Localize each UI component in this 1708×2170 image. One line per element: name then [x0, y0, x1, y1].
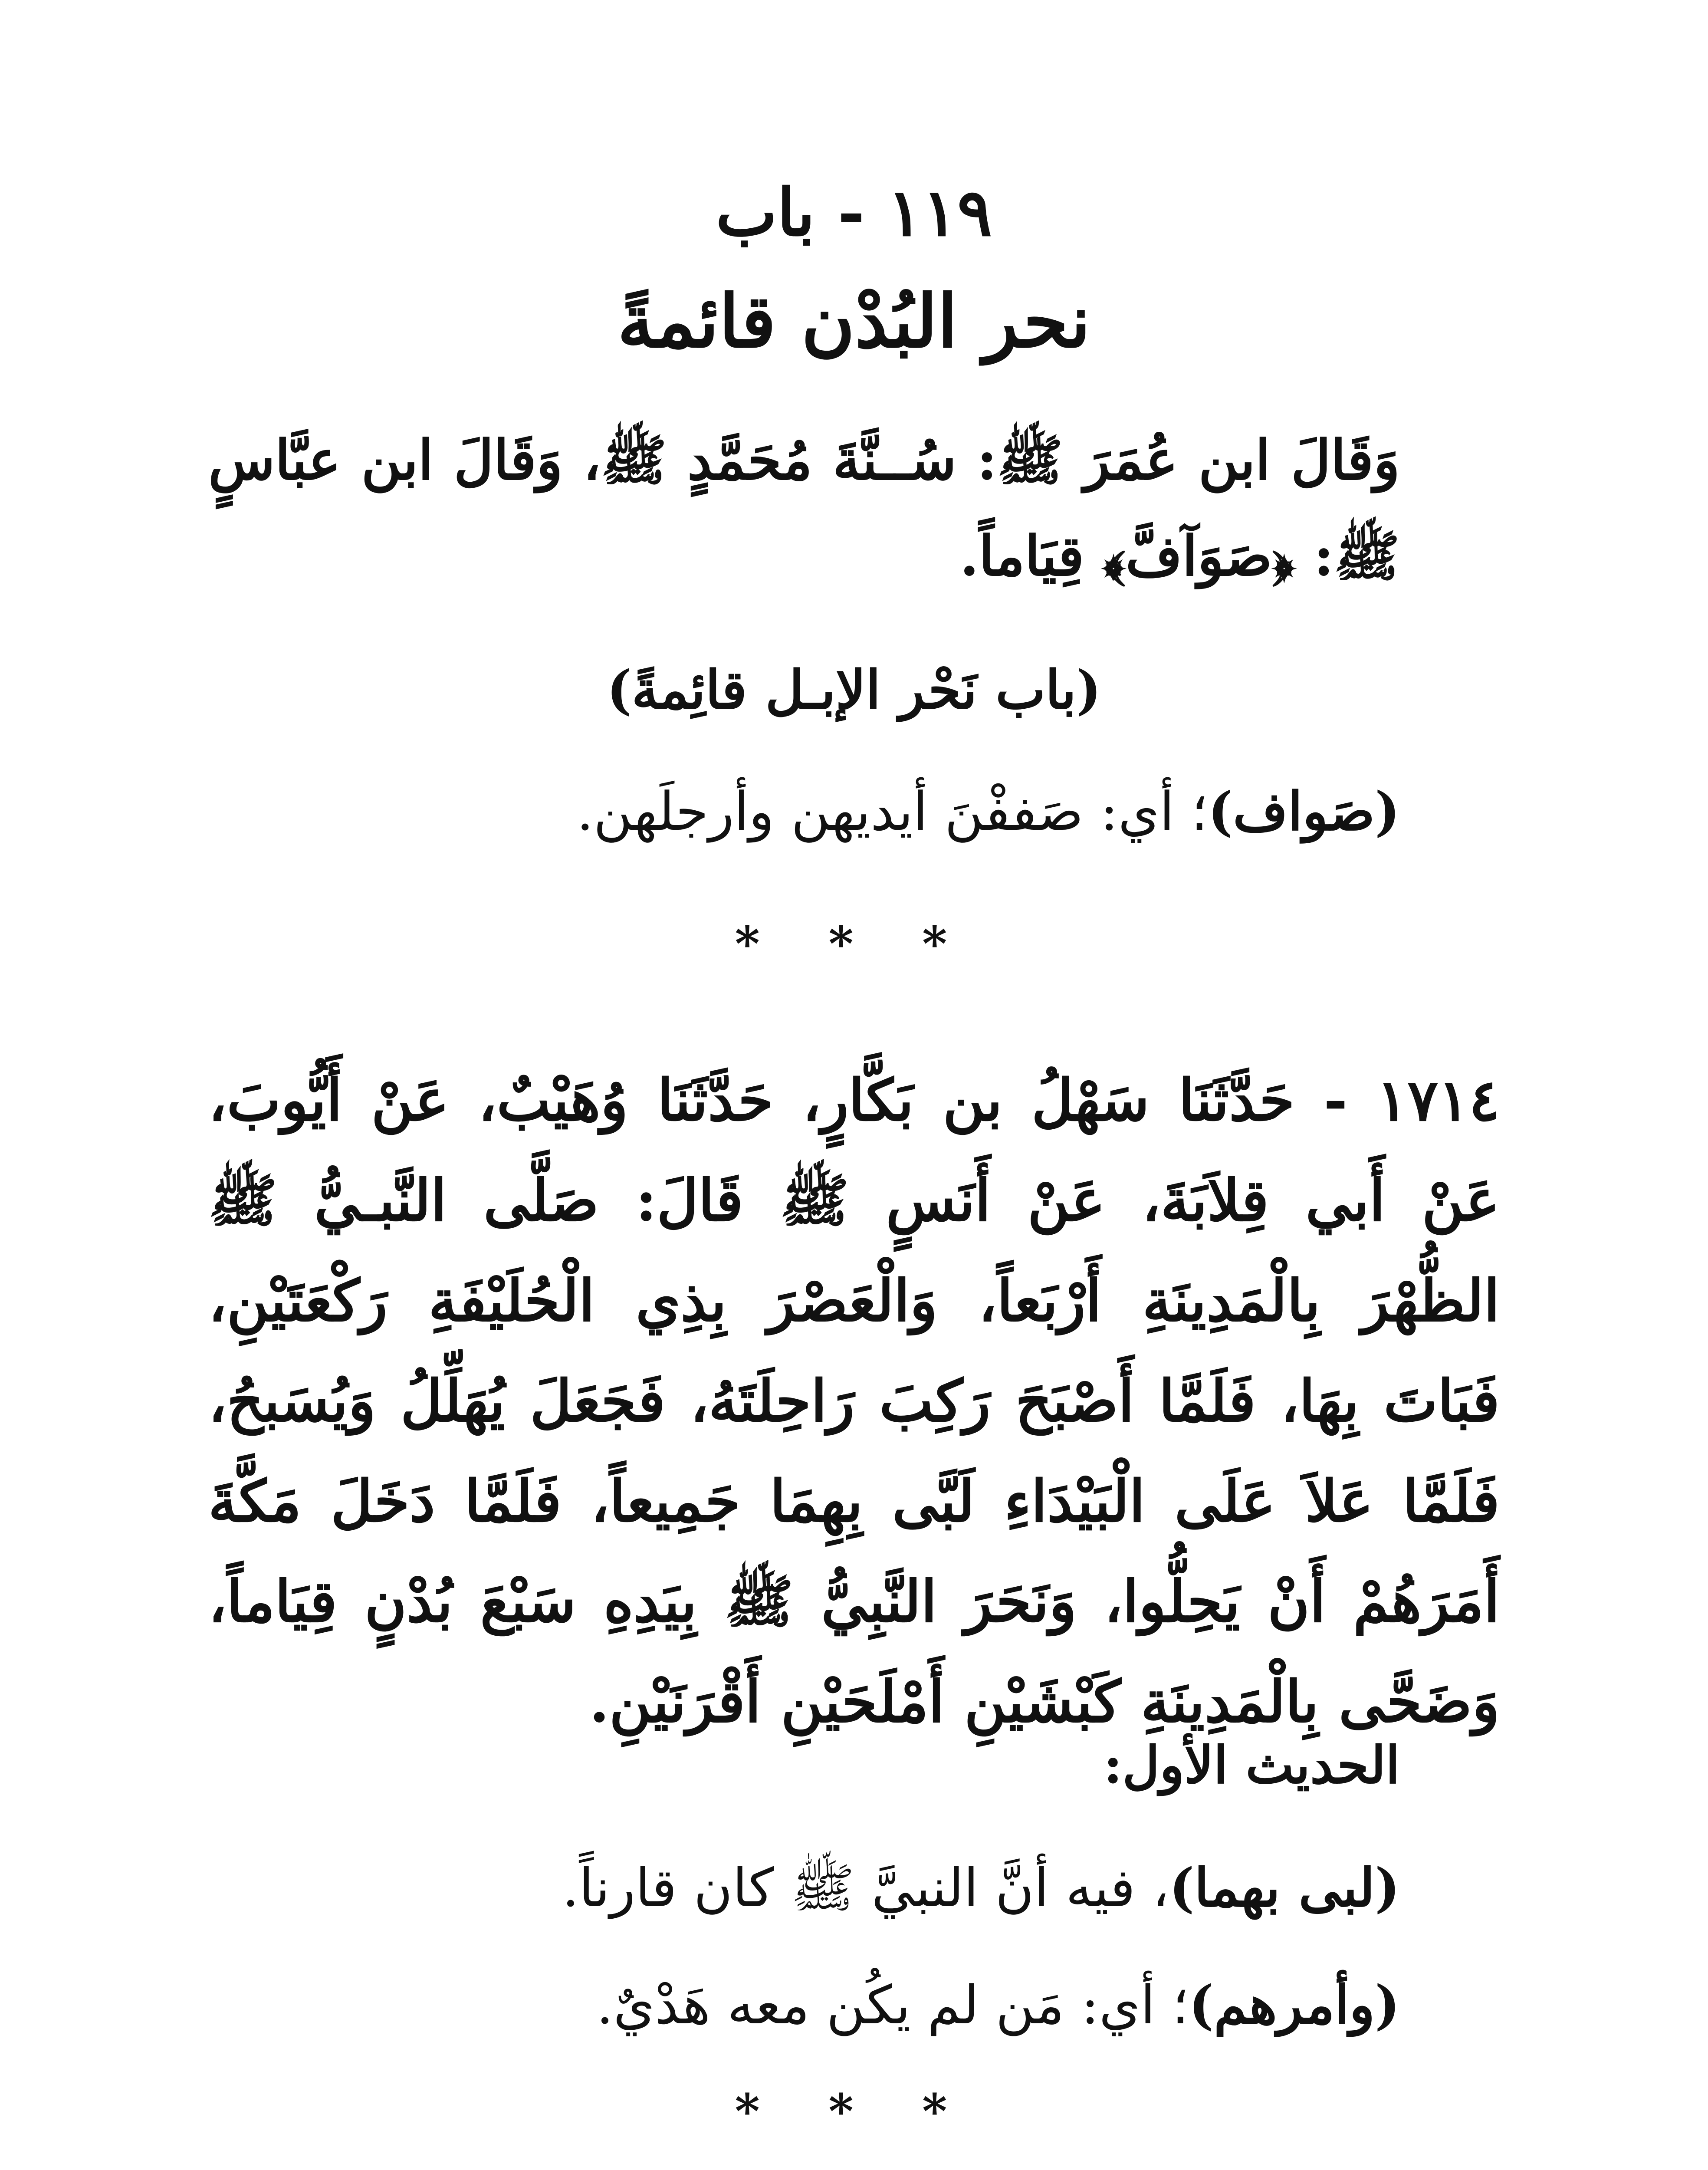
commentary-line-1 — [208, 1853, 1500, 1923]
section-separator: * * * — [735, 916, 973, 972]
commentary-term: (وأمرهم) — [1189, 1973, 1400, 2036]
commentary-line-2 — [208, 1970, 1500, 2040]
commentary-term: (صَواف) — [1208, 780, 1400, 842]
chapter-number: ١١٩ - باب — [716, 174, 992, 251]
commentary-text: ؛ أي: مَن لم يكُن معه هَدْيٌ. — [596, 1974, 1189, 2036]
chapter-quote: وَقَالَ ابن عُمَرَ ﷺ: سُــنَّةَ مُحَمَّدٍ ﷺ، وَقَالَ ابن عبَّاسٍ ﷺ: ﴿صَوَآفَّ﴾ قِيَاماً. — [208, 428, 1400, 588]
commentary-text: ، فيه أنَّ النبيَّ ﷺ كان قارناً. — [562, 1857, 1169, 1919]
chapter-title: نحر البُدْن قائمةً — [617, 278, 1091, 364]
commentary-term: (لبى بهما) — [1169, 1856, 1400, 1919]
commentary-subheading: الحديث الأول: — [1104, 1735, 1400, 1795]
commentary-heading: (باب نَحْر الإبـل قائِمةً) — [607, 658, 1101, 721]
commentary-text: ؛ أي: صَففْنَ أيديهن وأرجلَهن. — [576, 781, 1208, 842]
hadith-1714: ١٧١٤ - حَدَّثَنَا سَهْلُ بن بَكَّارٍ، حَدَّثَنَا وُهَيْبٌ، عَنْ أَيُّوبَ، عَنْ أَبي قِلاَبَةَ، عَنْ أَنَسٍ ﷺ قَالَ: صَلَّى النَّبـيُّ ﷺ الظُّهْرَ بِالْمَدِينَةِ أَرْبَعاً، وَالْعَصْرَ بِذِي الْحُلَيْفَةِ رَكْعَتَيْنِ، فَبَاتَ بِهَا، فَلَمَّا أَصْبَحَ رَكِبَ رَاحِلَتَهُ، فَجَعَلَ يُهَلِّلُ وَيُسَبحُ، فَلَمَّا عَلاَ عَلَى الْبَيْدَاءِ لَبَّى بِهِمَا جَمِيعاً، فَلَمَّا دَخَلَ مَكَّةَ أَمَرَهُمْ أَنْ يَحِلُّوا، وَنَحَرَ النَّبِيُّ ﷺ بِيَدِهِ سَبْعَ بُدْنٍ قِيَاماً، وَضَحَّى بِالْمَدِينَةِ كَبْشَيْنِ أَمْلَحَيْنِ أَقْرَنَيْنِ. — [208, 1067, 1500, 1736]
commentary-note — [208, 777, 1500, 846]
section-separator: * * * — [735, 2083, 973, 2139]
